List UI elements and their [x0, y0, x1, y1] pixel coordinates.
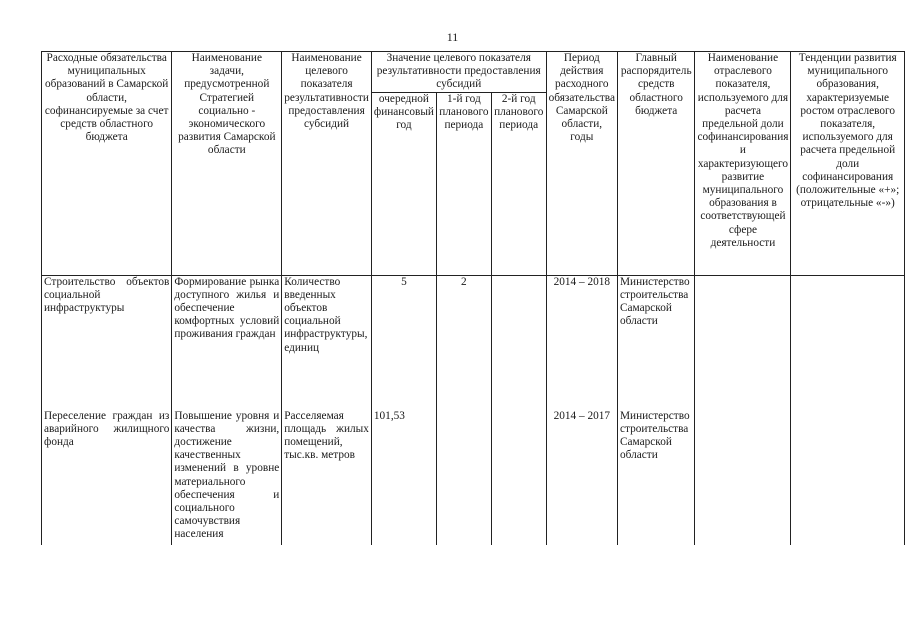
header-obligation: Расходные обязательства муниципальных образований в Самарской области, софинансируемые за счет средств областного бюджета: [42, 52, 172, 276]
header-indicator-value-group: Значение целевого показателя результативности предоставления субсидий: [371, 52, 546, 93]
subsidy-table: [41, 51, 905, 545]
cell-indicator: Количество введенных объектов социальной инфраструктуры, единиц: [282, 275, 372, 410]
cell-current-year: 101,53: [371, 410, 436, 545]
header-task: Наименование задачи, предусмотренной Стратегией социально - экономического развития Самарской области: [172, 52, 282, 276]
cell-period: 2014 – 2017: [546, 410, 617, 545]
cell-plan-year-1: 2: [436, 275, 491, 410]
header-indicator: Наименование целевого показателя результативности предоставления субсидий: [282, 52, 372, 276]
cell-plan-year-2: [491, 410, 546, 545]
cell-distributor: Министерство строительства Самарской области: [618, 410, 695, 545]
cell-branch-indicator: [695, 275, 791, 410]
cell-task: Формирование рынка доступного жилья и обеспечение комфортных условий проживания граждан: [172, 275, 282, 410]
cell-obligation: Строительство объектов социальной инфраструктуры: [42, 275, 172, 410]
header-branch-indicator: Наименование отраслевого показателя, используемого для расчета предельной доли софинансирования и характеризующего развитие муниципального образования в соответствующей сфере деятельности: [695, 52, 791, 276]
cell-task: Повышение уровня и качества жизни, достижение качественных изменений в уровне материального обеспечения и социального самочувствия населения: [172, 410, 282, 545]
table-row: [42, 275, 905, 410]
table-row: [42, 410, 905, 545]
cell-trend: [791, 410, 905, 545]
cell-obligation: Переселение граждан из аварийного жилищного фонда: [42, 410, 172, 545]
header-trend: Тенденции развития муниципального образования, характеризуемые ростом отраслевого показателя, используемого для расчета предельной доли софинансирования (положительные «+»; отрицательные «-»): [791, 52, 905, 276]
header-current-year: очередной финансовый год: [371, 92, 436, 275]
cell-branch-indicator: [695, 410, 791, 545]
cell-plan-year-1: [436, 410, 491, 545]
header-plan-year-2: 2-й год планового периода: [491, 92, 546, 275]
header-plan-year-1: 1-й год планового периода: [436, 92, 491, 275]
header-distributor: Главный распорядитель средств областного бюджета: [618, 52, 695, 276]
cell-plan-year-2: [491, 275, 546, 410]
cell-current-year: 5: [371, 275, 436, 410]
cell-trend: [791, 275, 905, 410]
cell-period: 2014 – 2018: [546, 275, 617, 410]
header-period: Период действия расходного обязательства Самарской области, годы: [546, 52, 617, 276]
page-number: 11: [446, 30, 459, 44]
cell-distributor: Министерство строительства Самарской области: [618, 275, 695, 410]
cell-indicator: Расселяемая площадь жилых помещений, тыс.кв. метров: [282, 410, 372, 545]
